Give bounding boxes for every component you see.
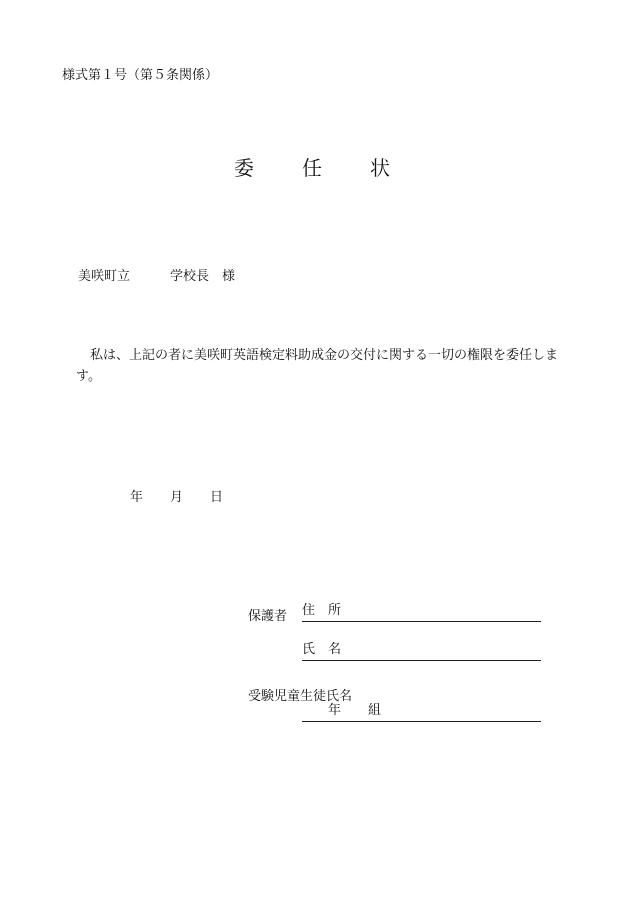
- date-line: [130, 486, 223, 505]
- form-number: 様式第１号（第５条関係）: [62, 68, 219, 83]
- document-title: 委 任 状: [234, 156, 404, 180]
- addressee: [78, 265, 235, 284]
- guardian-address-field: [302, 603, 541, 622]
- guardian-name-label: 氏 名: [302, 642, 342, 657]
- addressee-honorific: 様: [222, 269, 236, 284]
- guardian-name-field: [302, 642, 541, 661]
- date-month-label: 月: [170, 490, 184, 505]
- student-class-field: [302, 703, 541, 722]
- guardian-label: 保護者: [248, 609, 288, 624]
- student-class-label: 組: [368, 703, 382, 718]
- addressee-principal: 学校長: [170, 269, 210, 284]
- student-grade-label: 年: [328, 703, 342, 718]
- delegation-statement: 私は、上記の者に美咲町英語検定料助成金の交付に関する一切の権限を委任します。: [76, 348, 559, 384]
- guardian-address-label: 住 所: [302, 603, 342, 618]
- addressee-town: 美咲町立: [78, 269, 131, 284]
- date-day-label: 日: [210, 490, 224, 505]
- date-year-label: 年: [130, 490, 144, 505]
- student-name-label: 受験児童生徒氏名: [248, 689, 353, 704]
